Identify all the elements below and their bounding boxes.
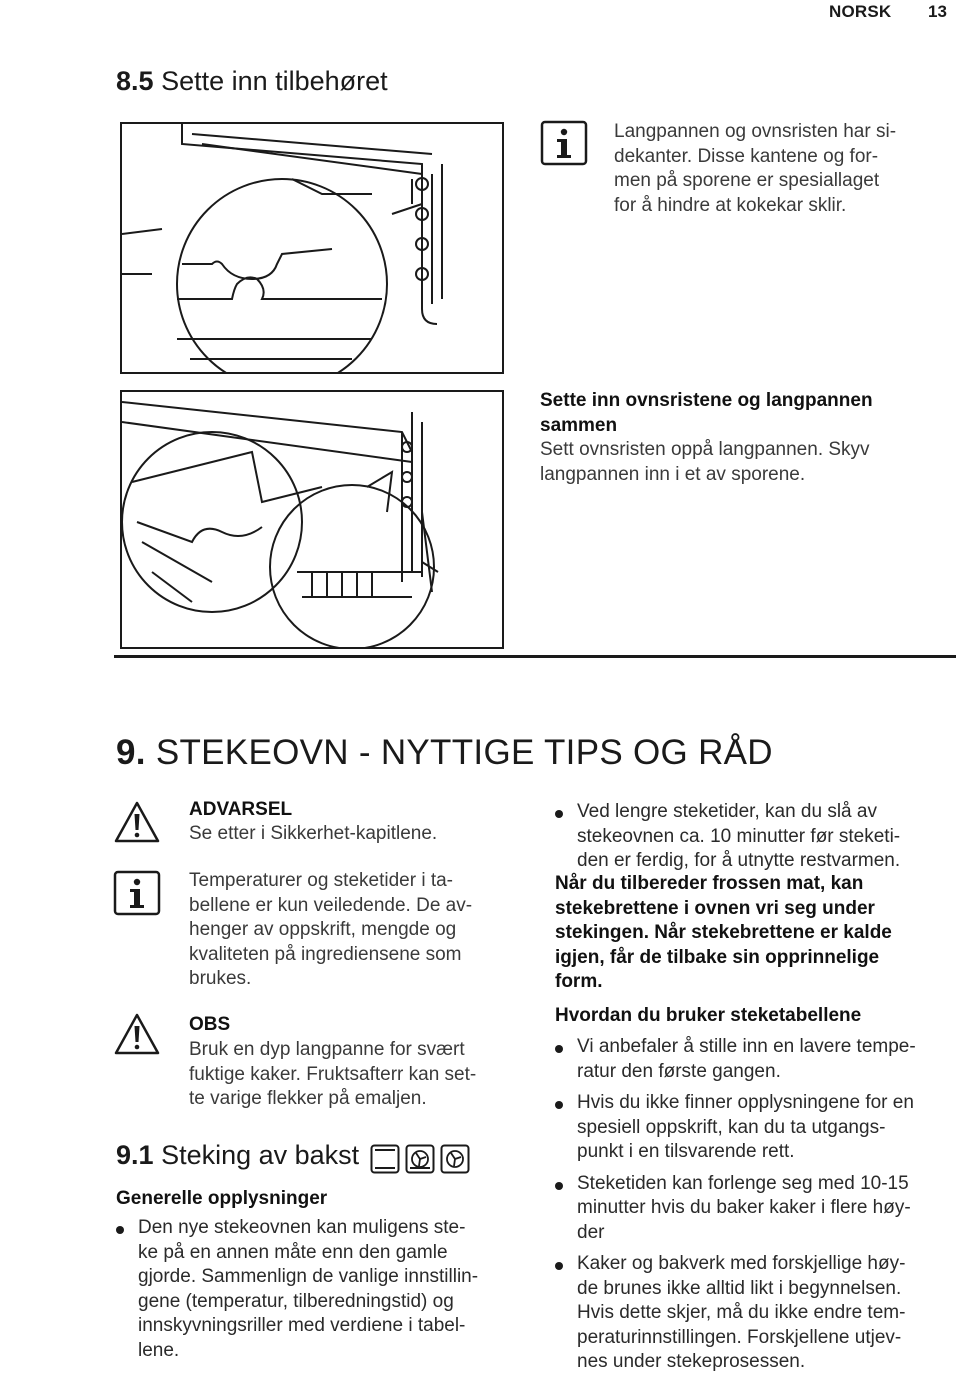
page-number: 13 bbox=[928, 2, 947, 21]
section-9-1-title bbox=[116, 1140, 359, 1171]
section-8-5-title bbox=[116, 66, 388, 97]
chapter-title: STEKEOVN - NYTTIGE TIPS OG RÅD bbox=[155, 733, 773, 772]
header-language: NORSK bbox=[829, 2, 892, 21]
list-item: Kaker og bakverk med forskjellige høy- de brunes ikke alltid likt i begynnelsen. Hvis dette skjer, må du ikke endre tem- peraturinnstillingen. Forskjellene utjev- nes under stekeprosessen. bbox=[555, 1252, 960, 1375]
info-text-temperatures: Temperaturer og steketider i ta- bellene er kun veiledende. De av- henger av oppskrift, mengde og kvaliteten på ingrediensene som brukes. bbox=[189, 870, 473, 989]
section-title: Sette inn tilbehøret bbox=[161, 66, 388, 96]
section-title: Steking av bakst bbox=[161, 1140, 360, 1170]
oven-function-icons bbox=[370, 1144, 470, 1174]
warning-triangle-icon bbox=[113, 800, 161, 844]
warning-text: Se etter i Sikkerhet-kapitlene. bbox=[189, 823, 438, 844]
info-text-side-edges: Langpannen og ovnsristen har si- dekanter. Disse kantene og for- men på sporene er spesiallaget for å hindre at kokekar sklir. bbox=[614, 121, 897, 216]
warning-triangle-icon bbox=[113, 1012, 161, 1056]
long-time-list bbox=[555, 800, 955, 881]
section-number: 9.1 bbox=[116, 1140, 154, 1170]
tables-heading: Hvordan du bruker steketabellene bbox=[555, 1005, 862, 1026]
warning-title: ADVARSEL bbox=[189, 799, 293, 820]
true-fan-icon bbox=[442, 1146, 469, 1173]
accessory-figure-bottom bbox=[120, 390, 504, 649]
conventional-heat-icon bbox=[372, 1146, 399, 1173]
list-item: Den nye stekeovnen kan muligens ste- ke på en annen måte enn den gamle gjorde. Sammenlign de vanlige innstillin- gene (temperatur, tilberedningstid) og innskyvningsriller med verdiene i tabel- lene. bbox=[116, 1216, 516, 1363]
chapter-number: 9. bbox=[116, 733, 146, 772]
info-icon bbox=[113, 870, 161, 916]
section-divider bbox=[114, 655, 956, 658]
fan-heat-icon bbox=[407, 1146, 434, 1173]
chapter-9-title bbox=[116, 733, 773, 773]
general-info-list bbox=[116, 1216, 516, 1370]
insert-together-heading: Sette inn ovnsristene og langpannen sammen bbox=[540, 390, 873, 436]
caution-text: Bruk en dyp langpanne for svært fuktige kaker. Fruktsafterr kan set- te varige flekker på emaljen. bbox=[189, 1039, 477, 1109]
accessory-figure-top bbox=[120, 122, 504, 374]
section-number: 8.5 bbox=[116, 66, 154, 96]
general-info-heading: Generelle opplysninger bbox=[116, 1188, 328, 1209]
info-icon bbox=[540, 120, 588, 166]
list-item: Steketiden kan forlenge seg med 10-15 minutter hvis du baker kaker i flere høy- der bbox=[555, 1172, 960, 1246]
caution-title: OBS bbox=[189, 1014, 231, 1035]
oven-shelf-illustration bbox=[122, 124, 502, 372]
list-item: Ved lengre steketider, kan du slå av stekeovnen ca. 10 minutter før steketi- den er ferdig, for å utnytte restvarmen. bbox=[555, 800, 955, 874]
frozen-food-note: Når du tilbereder frossen mat, kan stekebrettene i ovnen vri seg under stekingen. Når stekebrettene er kalde igjen, får de tilbake sin opprinnelige form. bbox=[555, 873, 892, 992]
shelf-and-tray-illustration bbox=[122, 392, 502, 647]
list-item: Vi anbefaler å stille inn en lavere tempe- ratur den første gangen. bbox=[555, 1035, 960, 1084]
list-item: Hvis du ikke finner opplysningene for en spesiell oppskrift, kan du ta utgangs- punkt i en tilsvarende rett. bbox=[555, 1091, 960, 1165]
tables-tips-list bbox=[555, 1035, 960, 1382]
insert-together-text: Sett ovnsristen oppå langpannen. Skyv langpannen inn i et av sporene. bbox=[540, 439, 870, 485]
